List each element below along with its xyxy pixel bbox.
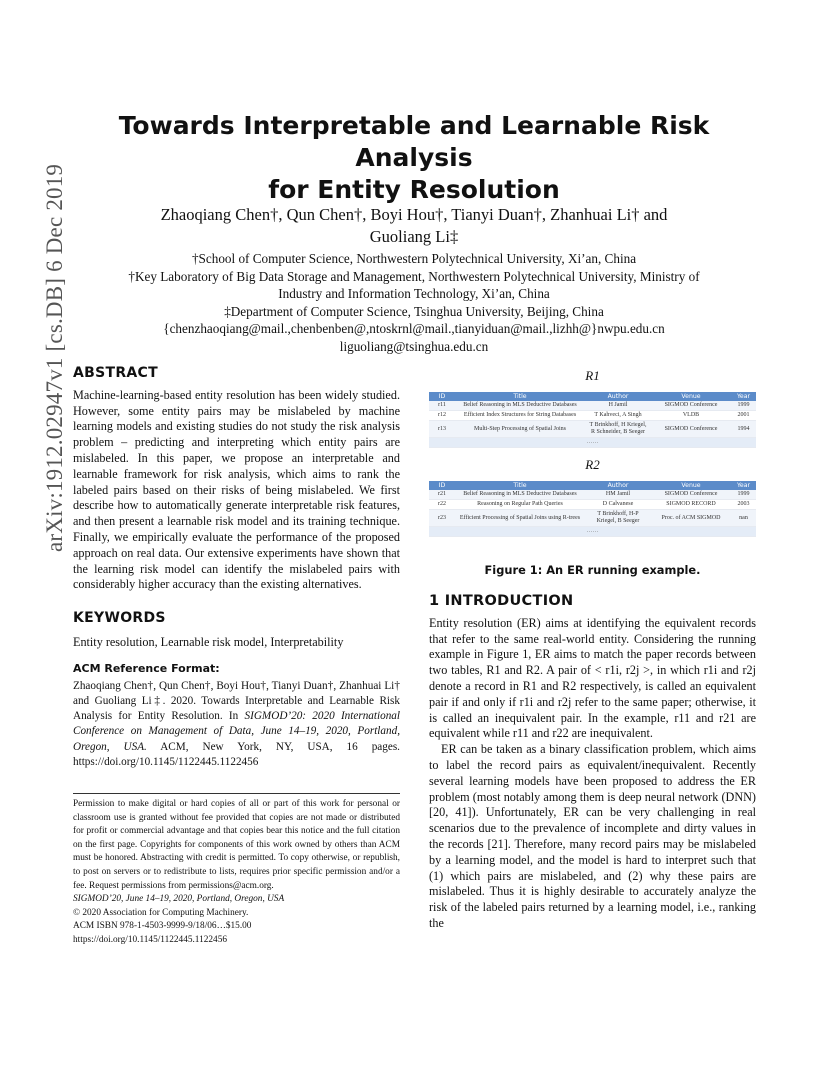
keywords-text: Entity resolution, Learnable risk model, Interpretability [73,634,344,649]
table-r2 [429,481,756,537]
table-cell: H Jamil [585,401,651,411]
acm-reference-authors: Zhaoqiang Chen†, Qun Chen†, Boyi Hou†, Tianyi Duan†, Zhanhuai Li† and Guoliang Li‡. 2020. Towards Interpretable and Learnable Risk Analysis for Entity Resolution. In [73,679,400,723]
keywords-heading: KEYWORDS [73,610,166,627]
table-cell: T Brinkhoff, H Kriegel, R Schneider, B Seeger [585,421,651,438]
abstract-heading: ABSTRACT [73,365,158,381]
er-table [429,481,756,537]
acm-reference-tail: ACM, New York, NY, USA, 16 pages. https://doi.org/10.1145/1122445.1122456 [73,740,400,769]
table-row [429,411,756,421]
table-cell: T Kahveci, A Singh [585,411,651,421]
column-header: ID [429,392,455,401]
table-header-row [429,392,756,401]
table-cell: 1999 [731,490,756,500]
figure-caption: Figure 1: An ER running example. [484,563,701,577]
table-r2-label [429,457,756,473]
table-cell: D Calvanese [585,500,651,510]
table-cell: r21 [429,490,455,500]
table-ellipsis-row [429,527,756,537]
introduction-paragraph: ER can be taken as a binary classification problem, which aims to label the record pairs as equivalent/inequivalent. Recently several learning models have been proposed to address the ER problem (most notably among them is deep neural network (DNN) [20, 41]). Unfortunately, ER can be very challenging in real scenarios due to the prevalence of incomplete and dirty values in the records [21]. Therefore, many record pairs may be mislabeled by a learning model, and the model is hard to interpret such that (1) which pairs are mislabeled, and (2) why these pairs are mislabeled. Thus it is highly desirable to accurately analyze the risk of the labeled pairs returned by a learning model, i.e., ranking the [429,742,756,930]
table-cell: Multi-Step Processing of Spatial Joins [455,421,585,438]
table-r2-label-text: R2 [585,457,600,472]
permission-block [73,798,400,948]
table-row [429,490,756,500]
table-row [429,401,756,411]
table-cell: nan [731,510,756,527]
column-header: Title [455,392,585,401]
column-header: Year [731,481,756,490]
arxiv-stamp: arXiv:1912.02947v1 [cs.DB] 6 Dec 2019 [42,163,67,552]
table-cell: Reasoning on Regular Path Queries [455,500,585,510]
copyright-line: © 2020 Association for Computing Machinery. [73,907,249,918]
paper-title-line: Towards Interpretable and Learnable Risk Analysis [118,111,710,172]
table-cell: T Brinkhoff, H-P Kriegel, B Seeger [585,510,651,527]
table-cell: r23 [429,510,455,527]
table-cell: 2001 [731,411,756,421]
table-cell: SIGMOD Conference [651,421,731,438]
email-line: liguoliang@tsinghua.edu.cn [339,338,489,354]
affiliation-line: Industry and Information Technology, Xi’an, China [278,286,550,302]
email-line: {chenzhaoqiang@mail.,chenbenben@,ntoskrnl@mail.,tianyiduan@mail.,lizhh@}nwpu.edu.cn [163,321,665,337]
table-header-row [429,481,756,490]
table-cell: 1994 [731,421,756,438]
abstract-text: Machine-learning-based entity resolution has been widely studied. However, some entity pairs may be mislabeled by machine learning models and existing studies do not study the risk analysis problem – predicting and interpreting which entity pairs are mislabeled. In this paper, we propose an interpretable and learnable framework for risk analysis, which aims to rank the labeled pairs based on their risks of being mislabeled. We first describe how to automatically generate interpretable risk features, and then present a learnable risk model and its training technique. Finally, we empirically evaluate the performance of the proposed approach on real data. Our extensive experiments have shown that the learning risk model can identify the mislabeled pairs with considerably higher accuracy than the existing alternatives. [73,387,400,592]
table-cell: Efficient Processing of Spatial Joins using R-trees [455,510,585,527]
table-ellipsis-row [429,438,756,448]
table-cell: r22 [429,500,455,510]
table-cell: HM Jamil [585,490,651,500]
author-list [80,204,748,248]
column-header: Author [585,392,651,401]
footnote-rule [73,793,400,794]
affiliation-line: †Key Laboratory of Big Data Storage and Management, Northwestern Polytechnical University, Ministry of [128,268,700,284]
conference-line: SIGMOD’20, June 14–19, 2020, Portland, Oregon, USA [73,894,285,905]
permission-text: Permission to make digital or hard copies of all or part of this work for personal or classroom use is granted without fee provided that copies are not made or distributed for profit or commercial advantage and that copies bear this notice and the full citation on the first page. Copyrights for components of this work owned by others than ACM must be honored. Abstracting with credit is permitted. To copy otherwise, or republish, to post on servers or to redistribute to lists, requires prior specific permission and/or a fee. Request permissions from permissions@acm.org. [73,799,400,891]
table-cell: SIGMOD Conference [651,401,731,411]
introduction-paragraph: Entity resolution (ER) aims at identifying the equivalent records that refer to the same real-world entity. Considering the running example in Figure 1, ER aims to match the paper records between two tables, R1 and R2. A pair of < r1i, r2j >, in which r1i and r2j denote a record in R1 and R2 respectively, is called an equivalent pair if and only if r1i and r2j refer to the same paper; otherwise, it is called an inequivalent pair. In the example, r11 and r21 are equivalent while r11 and r22 are inequivalent. [429,615,756,741]
paper-title-line: for Entity Resolution [268,175,560,204]
table-cell: 1999 [731,401,756,411]
table-cell: Efficient Index Structures for String Databases [455,411,585,421]
er-table [429,392,756,448]
affiliations [80,250,748,356]
author-line: Zhaoqiang Chen†, Qun Chen†, Boyi Hou†, Tianyi Duan†, Zhanhuai Li† and [160,205,668,224]
column-header: Venue [651,392,731,401]
table-cell: Proc. of ACM SIGMOD [651,510,731,527]
column-header: Venue [651,481,731,490]
table-cell: SIGMOD Conference [651,490,731,500]
column-header: Author [585,481,651,490]
table-cell: r12 [429,411,455,421]
table-r1-label [429,368,756,384]
affiliation-line: †School of Computer Science, Northwestern Polytechnical University, Xi’an, China [191,251,637,266]
table-cell: r13 [429,421,455,438]
ellipsis-cell: …… [429,438,756,448]
table-cell: Belief Reasoning in MLS Deductive Databases [455,490,585,500]
column-header: ID [429,481,455,490]
affiliation-line: ‡Department of Computer Science, Tsinghua University, Beijing, China [224,303,604,319]
isbn-line: ACM ISBN 978-1-4503-9999-9/18/06…$15.00 [73,921,252,932]
introduction-heading: 1 INTRODUCTION [429,593,574,609]
acm-reference-heading: ACM Reference Format: [73,661,220,675]
doi-line: https://doi.org/10.1145/1122445.1122456 [73,934,228,945]
table-row [429,500,756,510]
table-r1-label-text: R1 [585,368,600,383]
table-cell: VLDB [651,411,731,421]
table-cell: r11 [429,401,455,411]
table-row [429,421,756,438]
acm-reference-text [73,679,400,771]
ellipsis-cell: …… [429,527,756,537]
table-cell: Belief Reasoning in MLS Deductive Databases [455,401,585,411]
table-row [429,510,756,527]
author-line: Guoliang Li‡ [369,227,459,246]
table-cell: 2003 [731,500,756,510]
paper-title [60,110,768,206]
acm-reference-venue: SIGMOD’20: 2020 International Conference on Management of Data, June 14–19, 2020, Portland, Oregon, USA. [73,710,400,753]
table-cell: SIGMOD RECORD [651,500,731,510]
column-header: Title [455,481,585,490]
left-column [73,366,400,770]
introduction-section [429,594,756,932]
column-header: Year [731,392,756,401]
table-r1 [429,392,756,448]
